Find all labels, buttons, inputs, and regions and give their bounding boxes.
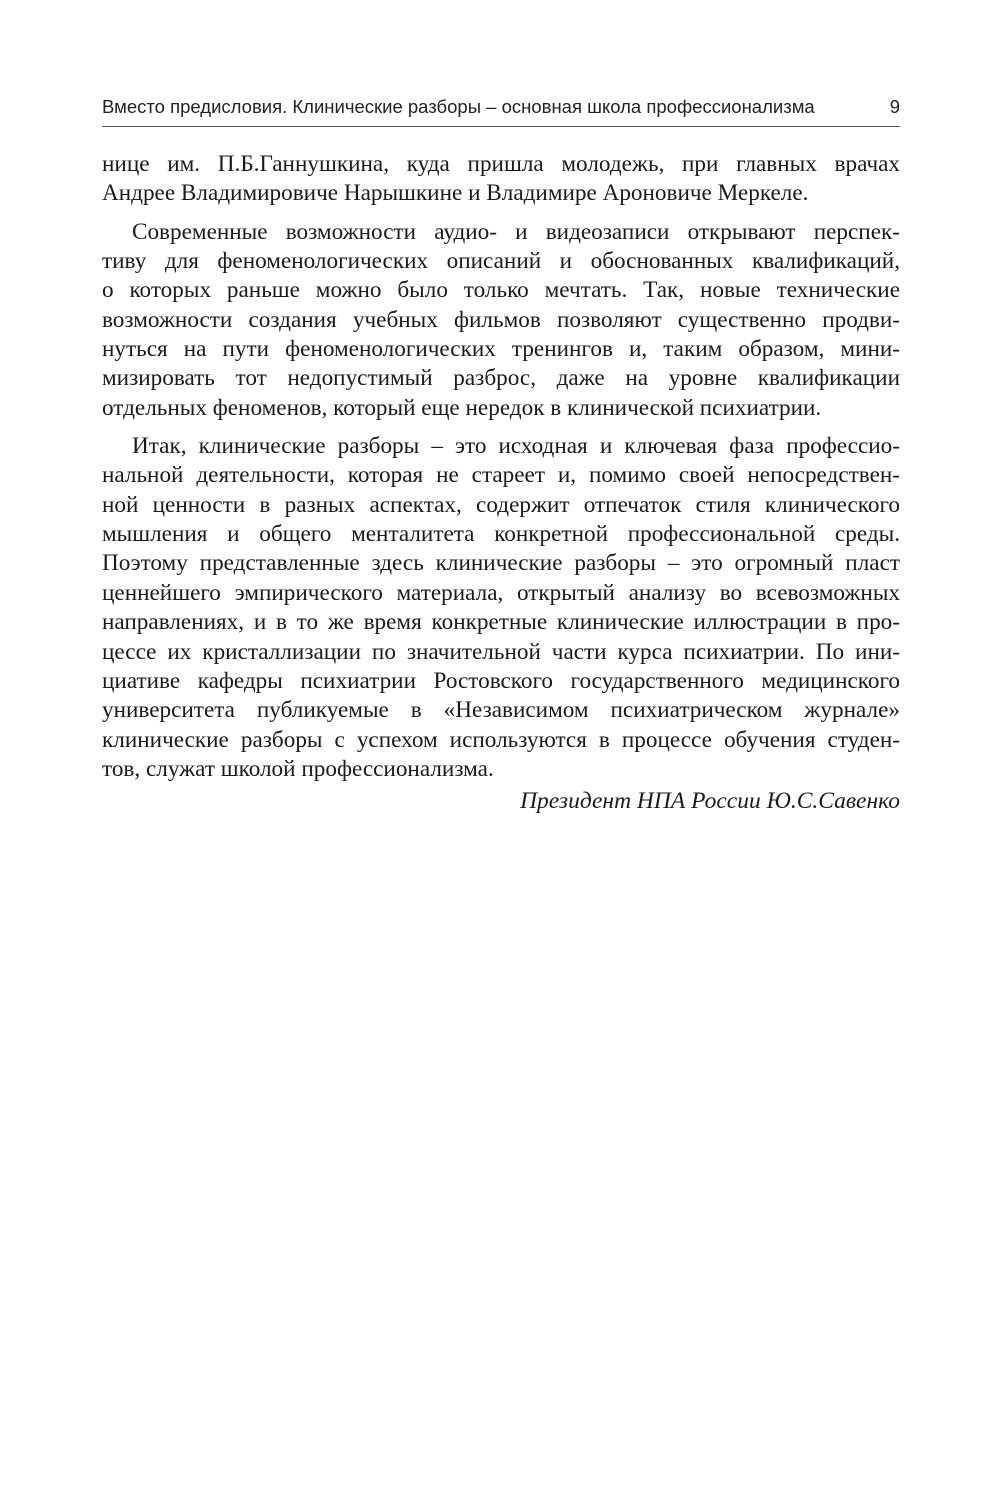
text-line: цессе их кристаллизации по значительной части курса психиатрии. По ини-: [102, 638, 900, 665]
text-line: циативе кафедры психиатрии Ростовского государственного медицинского: [102, 667, 900, 694]
text-line: клинические разборы с успехом используются в процессе обучения студен-: [102, 726, 900, 753]
text-line: ценнейшего эмпирического материала, открытый анализу во всевозможных: [102, 579, 900, 606]
running-header-title: Вместо предисловия. Клинические разборы – основная школа профессионализма: [102, 96, 815, 117]
text-line: нальной деятельности, которая не стареет и, помимо своей непосредствен-: [102, 462, 900, 489]
text-line: нице им. П.Б.Ганнушкина, куда пришла молодежь, при главных врачах: [102, 151, 900, 177]
text-line: Итак, клинические разборы – это исходная и ключевая фаза профессио-: [132, 433, 900, 460]
author-signature: Президент НПА России Ю.С.Савенко: [520, 788, 900, 814]
text-line: о которых раньше можно было только мечтать. Так, новые технические: [102, 277, 900, 304]
text-line: мышления и общего менталитета конкретной профессиональной среды.: [102, 521, 900, 548]
text-line: университета публикуемые в «Независимом психиатрическом журнале»: [102, 697, 900, 724]
text-line: Андрее Владимировиче Нарышкине и Владимире Ароновиче Меркеле.: [102, 180, 809, 207]
running-header: [102, 94, 900, 127]
text-line: возможности создания учебных фильмов позволяют существенно продви-: [102, 306, 900, 333]
paragraph-continuation: [102, 150, 900, 209]
text-line: отдельных феноменов, который еще нередок в клинической психиатрии.: [102, 394, 822, 421]
text-line: нуться на пути феноменологических тренингов и, таким образом, мини-: [102, 336, 900, 363]
page-number: 9: [889, 96, 900, 117]
paragraph-media: [102, 218, 900, 423]
text-line: мизировать тот недопустимый разброс, даже на уровне квалификации: [102, 365, 900, 392]
text-line: Поэтому представленные здесь клинические разборы – это огромный пласт: [102, 550, 900, 577]
text-line: направлениях, и в то же время конкретные клинические иллюстрации в про-: [102, 609, 900, 636]
text-line: тов, служат школой профессионализма.: [102, 755, 494, 782]
paragraph-conclusion: [102, 432, 900, 784]
text-line: тиву для феноменологических описаний и обоснованных квалификаций,: [102, 248, 900, 275]
body-text: [102, 150, 900, 793]
text-line: ной ценности в разных аспектах, содержит отпечаток стиля клинического: [102, 491, 900, 518]
text-line: Современные возможности аудио- и видеозаписи открывают перспек-: [132, 218, 900, 245]
